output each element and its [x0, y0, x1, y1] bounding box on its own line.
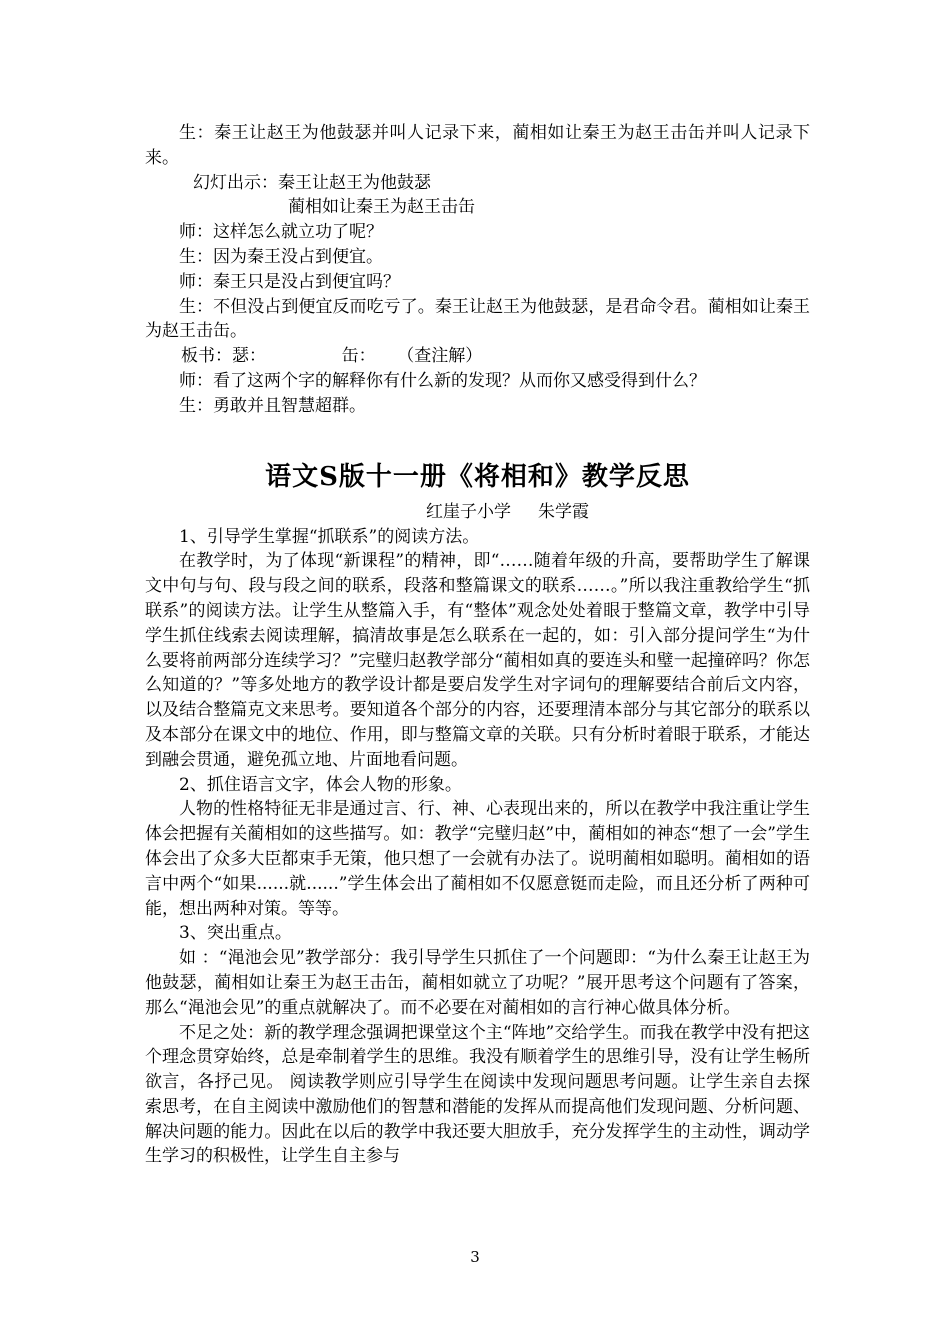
- dialogue-line: 生：勇敢并且智慧超群。: [179, 395, 366, 416]
- dialogue-line: 师：看了这两个字的解释你有什么新的发现？从而你又感受得到什么？: [179, 370, 706, 391]
- body-paragraph: 在教学时，为了体现“新课程”的精神，即“……随着年级的升高，要帮助学生了解课文中句与句、段与段之间的联系，段落和整篇课文的联系……。”所以我注重教给学生“抓联系”的阅读方法。让学生从整篇入手，有“整体”观念处处着眼于整篇文章，教学中引导学生抓住线索去阅读理解，搞清故事是怎么联系在一起的，如：引入部分提问学生“为什么要将前两部分连续学习？”完璧归赵教学部分“蔺相如真的要连头和璧一起撞碎吗？你怎么知道的？”等多处地方的教学设计都是要启发学生对字词句的理解要结合前后文内容，以及结合整篇克文来思考。要知道各个部分的内容，还要理清本部分与其它部分的联系以及本部分在课文中的地位、作用，即与整篇文章的关联。只有分析时着眼于联系，才能达到融会贯通，避免孤立地、片面地看问题。: [145, 551, 810, 770]
- board-note: 板书：瑟： 缶： （查注解）: [181, 346, 483, 367]
- slide-line-2: 蔺相如让秦王为赵王击缶: [288, 197, 475, 218]
- dialogue-line: 师：这样怎么就立功了呢？: [179, 222, 383, 243]
- section-heading: 1、引导学生掌握“抓联系”的阅读方法。: [179, 526, 480, 547]
- article-title: 语文S版十一册《将相和》教学反思: [265, 461, 690, 492]
- dialogue-line: 生：秦王让赵王为他鼓瑟并叫人记录下来，蔺相如让秦王为赵王击缶并叫人记录下来。: [145, 123, 810, 168]
- page-number: 3: [470, 1248, 480, 1266]
- section-heading: 2、抓住语言文字，体会人物的形象。: [179, 774, 462, 795]
- dialogue-line: 生：不但没占到便宜反而吃亏了。秦王让赵王为他鼓瑟，是君命令君。蔺相如让秦王为赵王击缶。: [145, 296, 810, 342]
- article-author: 红崖子小学 朱学霞: [425, 501, 590, 522]
- body-paragraph: 不足之处：新的教学理念强调把课堂这个主“阵地”交给学生。而我在教学中没有把这个理念贯穿始终，总是牵制着学生的思维。我没有顺着学生的思维引导，没有让学生畅所欲言，各抒己见。 阅读教学则应引导学生在阅读中发现问题思考问题。让学生亲自去探索思考，在自主阅读中激励他们的智慧和潜能的发挥从而提高他们发现问题、分析问题、解决问题的能力。因此在以后的教学中我还要大胆放手，充分发挥学生的主动性，调动学生学习的积极性，让学生自主参与: [145, 1022, 810, 1167]
- body-paragraph: 如 ：“渑池会见”教学部分：我引导学生只抓住了一个问题即：“为什么秦王让赵王为他鼓瑟，蔺相如让秦王为赵王击缶，蔺相如就立了功呢？”展开思考这个问题有了答案，那么“渑池会见”的重点就解决了。而不必要在对蔺相如的言行神心做具体分析。: [145, 948, 810, 1018]
- dialogue-line: 师：秦王只是没占到便宜吗？: [179, 271, 400, 292]
- body-paragraph: 人物的性格特征无非是通过言、行、神、心表现出来的，所以在教学中我注重让学生体会把握有关蔺相如的这些描写。如：教学“完璧归赵”中，蔺相如的神态“想了一会”学生体会出了众多大臣都束手无策，他只想了一会就有办法了。说明蔺相如聪明。蔺相如的语言中两个“如果......就......”学生体会出了蔺相如不仅愿意铤而走险，而且还分析了两种可能，想出两种对策。等等。: [145, 799, 810, 919]
- section-heading: 3、突出重点。: [179, 923, 292, 944]
- dialogue-line: 生：因为秦王没占到便宜。: [179, 246, 383, 267]
- document-page: [145, 121, 810, 1169]
- slide-line-1: 幻灯出示：秦王让赵王为他鼓瑟: [193, 172, 431, 193]
